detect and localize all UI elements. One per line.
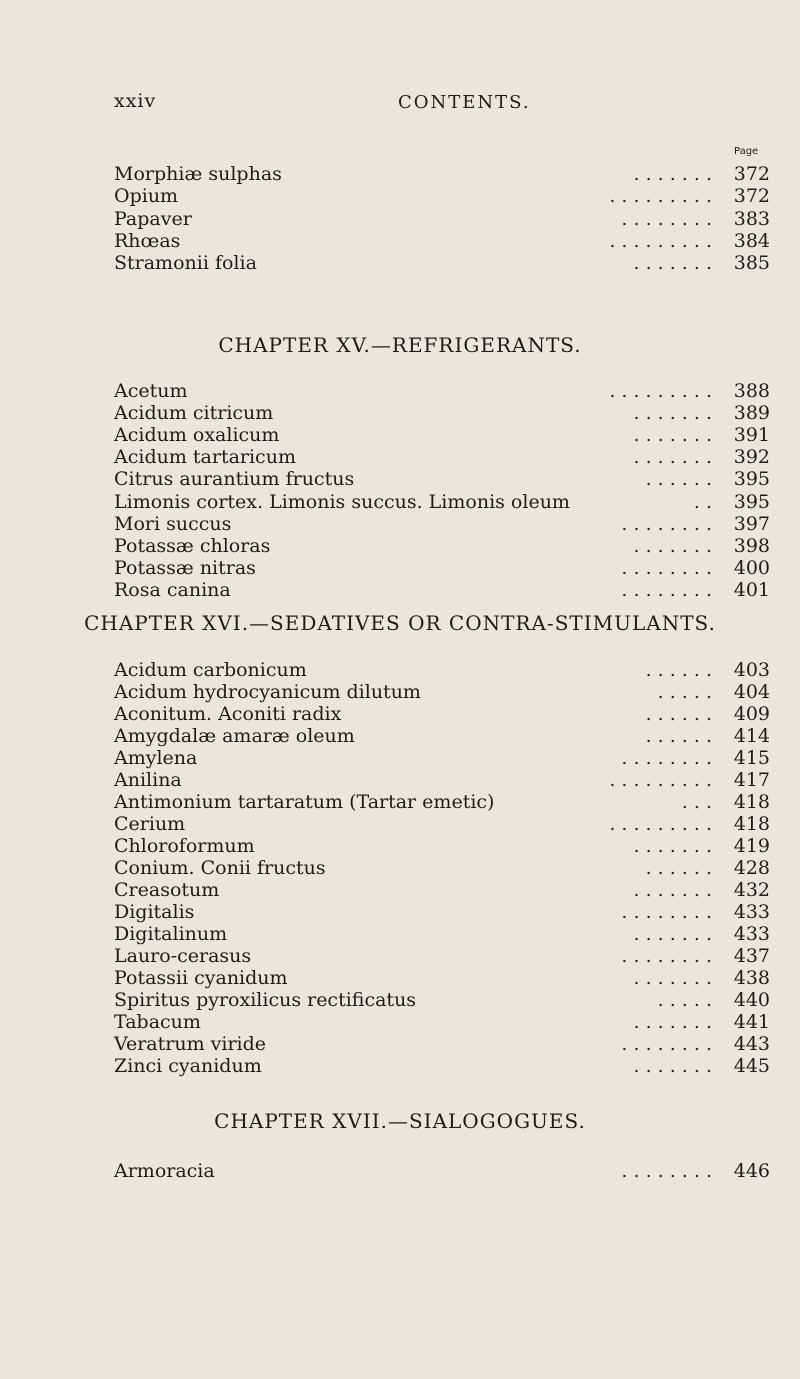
- entry-page-number: 404: [733, 681, 770, 703]
- chapter-heading: CHAPTER XV.—REFRIGERANTS.: [218, 333, 582, 357]
- entry-name: Amygdalæ amaræ oleum: [114, 725, 355, 747]
- entry-name: Opium: [114, 185, 179, 208]
- entry-name: Acidum tartaricum: [114, 446, 296, 469]
- entry-name: Spiritus pyroxilicus rectificatus: [114, 989, 417, 1011]
- entry-name: Digitalinum: [114, 923, 228, 945]
- entry-page-number: 398: [733, 534, 770, 557]
- entry-leader-dots: . . . . . . . . .: [609, 229, 712, 252]
- entry-page-number: 417: [733, 769, 770, 791]
- toc-entry: [114, 1052, 770, 1080]
- entry-page-number: 445: [733, 1055, 770, 1077]
- entry-name: Veratrum viride: [114, 1033, 267, 1055]
- entry-leader-dots: . . . . . .: [645, 468, 712, 491]
- chapter-heading: CHAPTER XVII.—SIALOGOGUES.: [214, 1109, 586, 1133]
- entry-leader-dots: . . . . . . .: [633, 424, 712, 447]
- entry-name: Digitalis: [114, 901, 195, 923]
- entry-name: Acidum oxalicum: [114, 424, 280, 447]
- entry-leader-dots: . . . . . .: [645, 725, 712, 747]
- entry-name: Papaver: [114, 207, 192, 230]
- entry-leader-dots: . . . . . . . .: [621, 556, 712, 579]
- entry-leader-dots: . . . . . . .: [633, 534, 712, 557]
- entry-leader-dots: . . . . . . .: [633, 1055, 712, 1077]
- entry-page-number: 438: [733, 967, 770, 989]
- entry-leader-dots: . . . . . . .: [633, 446, 712, 469]
- entry-page-number: 446: [733, 1160, 770, 1182]
- entry-page-number: 403: [733, 659, 770, 681]
- entry-leader-dots: . . . . . . . . .: [609, 813, 712, 835]
- entry-name: Morphiæ sulphas: [114, 163, 282, 185]
- entry-leader-dots: . . . . . . . . .: [609, 380, 712, 402]
- entry-name: Acidum citricum: [114, 402, 274, 425]
- entry-page-number: 414: [733, 725, 770, 747]
- entry-name: Aconitum. Aconiti radix: [114, 703, 342, 725]
- entry-name: Zinci cyanidum: [114, 1055, 262, 1077]
- entry-leader-dots: . . . . . . .: [633, 402, 712, 425]
- entry-leader-dots: . . . . . . . .: [621, 512, 712, 535]
- entry-leader-dots: . . . . . .: [645, 659, 712, 681]
- entry-page-number: 437: [733, 945, 770, 967]
- entry-name: Cerium: [114, 813, 186, 835]
- page-number: xxiv: [114, 90, 157, 112]
- entry-leader-dots: . . . . .: [657, 989, 712, 1011]
- entry-leader-dots: . . . . . . . .: [621, 1033, 712, 1055]
- entry-leader-dots: . . . . . . . .: [621, 207, 712, 230]
- page-column-label: Page: [734, 146, 759, 157]
- entry-name: Rosa canina: [114, 578, 231, 601]
- entry-page-number: 428: [733, 857, 770, 879]
- entry-leader-dots: . . . . . . . .: [621, 901, 712, 923]
- entry-leader-dots: . .: [693, 490, 712, 513]
- entry-name: Stramonii folia: [114, 252, 257, 275]
- entry-leader-dots: . . . . . . . .: [621, 1160, 712, 1182]
- entry-name: Creasotum: [114, 879, 220, 901]
- entry-page-number: 433: [733, 923, 770, 945]
- entry-page-number: 400: [733, 556, 770, 579]
- entry-name: Anilina: [114, 769, 182, 791]
- toc-entry: [114, 249, 770, 277]
- entry-page-number: 384: [733, 229, 770, 252]
- toc-entry: [114, 576, 770, 604]
- entry-leader-dots: . . . . . . .: [633, 967, 712, 989]
- entry-leader-dots: . . . . . . . .: [621, 747, 712, 769]
- entry-leader-dots: . . . . . . .: [633, 252, 712, 275]
- entry-page-number: 383: [733, 207, 770, 230]
- entry-page-number: 418: [733, 791, 770, 813]
- page-header: [0, 90, 800, 120]
- entry-name: Acetum: [114, 380, 188, 402]
- entry-leader-dots: . . . . . . .: [633, 879, 712, 901]
- entry-leader-dots: . . . . .: [657, 681, 712, 703]
- entry-page-number: 419: [733, 835, 770, 857]
- entry-name: Conium. Conii fructus: [114, 857, 326, 879]
- entry-name: Amylena: [114, 747, 198, 769]
- entry-page-number: 389: [733, 402, 770, 425]
- entry-page-number: 415: [733, 747, 770, 769]
- entry-name: Limonis cortex. Limonis succus. Limonis oleum: [114, 490, 570, 513]
- entry-page-number: 391: [733, 424, 770, 447]
- entry-page-number: 401: [733, 578, 770, 601]
- entry-leader-dots: . . . . . . . .: [621, 578, 712, 601]
- entry-name: Acidum hydrocyanicum dilutum: [114, 681, 421, 703]
- entry-page-number: 372: [733, 163, 770, 185]
- entry-name: Rhœas: [114, 229, 181, 252]
- entry-name: Potassæ nitras: [114, 556, 256, 579]
- running-title: CONTENTS.: [398, 92, 531, 113]
- entry-page-number: 388: [733, 380, 770, 402]
- entry-leader-dots: . . . . . . .: [633, 1011, 712, 1033]
- entry-name: Antimonium tartaratum (Tartar emetic): [114, 791, 495, 813]
- entry-page-number: 433: [733, 901, 770, 923]
- entry-leader-dots: . . . . . . . .: [621, 945, 712, 967]
- entry-name: Mori succus: [114, 512, 232, 535]
- entry-name: Citrus aurantium fructus: [114, 468, 355, 491]
- entry-leader-dots: . . . . . . .: [633, 163, 712, 185]
- entry-name: Armoracia: [114, 1160, 215, 1182]
- entry-name: Tabacum: [114, 1011, 201, 1033]
- entry-leader-dots: . . . . . . . . .: [609, 185, 712, 208]
- toc-entry: [114, 1157, 770, 1185]
- entry-leader-dots: . . .: [681, 791, 712, 813]
- entry-page-number: 440: [733, 989, 770, 1011]
- entry-name: Chloroformum: [114, 835, 255, 857]
- entry-name: Acidum carbonicum: [114, 659, 307, 681]
- entry-page-number: 441: [733, 1011, 770, 1033]
- chapter-heading: CHAPTER XVI.—SEDATIVES OR CONTRA-STIMULANTS.: [84, 611, 716, 635]
- entry-page-number: 372: [733, 185, 770, 208]
- entry-page-number: 418: [733, 813, 770, 835]
- entry-page-number: 395: [733, 490, 770, 513]
- entry-name: Lauro-cerasus: [114, 945, 252, 967]
- entry-leader-dots: . . . . . .: [645, 857, 712, 879]
- entry-name: Potassii cyanidum: [114, 967, 288, 989]
- entry-leader-dots: . . . . . . .: [633, 923, 712, 945]
- entry-name: Potassæ chloras: [114, 534, 271, 557]
- entry-page-number: 443: [733, 1033, 770, 1055]
- entry-page-number: 397: [733, 512, 770, 535]
- entry-page-number: 409: [733, 703, 770, 725]
- entry-leader-dots: . . . . . .: [645, 703, 712, 725]
- entry-leader-dots: . . . . . . .: [633, 835, 712, 857]
- entry-leader-dots: . . . . . . . . .: [609, 769, 712, 791]
- entry-page-number: 392: [733, 446, 770, 469]
- entry-page-number: 395: [733, 468, 770, 491]
- entry-page-number: 432: [733, 879, 770, 901]
- entry-page-number: 385: [733, 252, 770, 275]
